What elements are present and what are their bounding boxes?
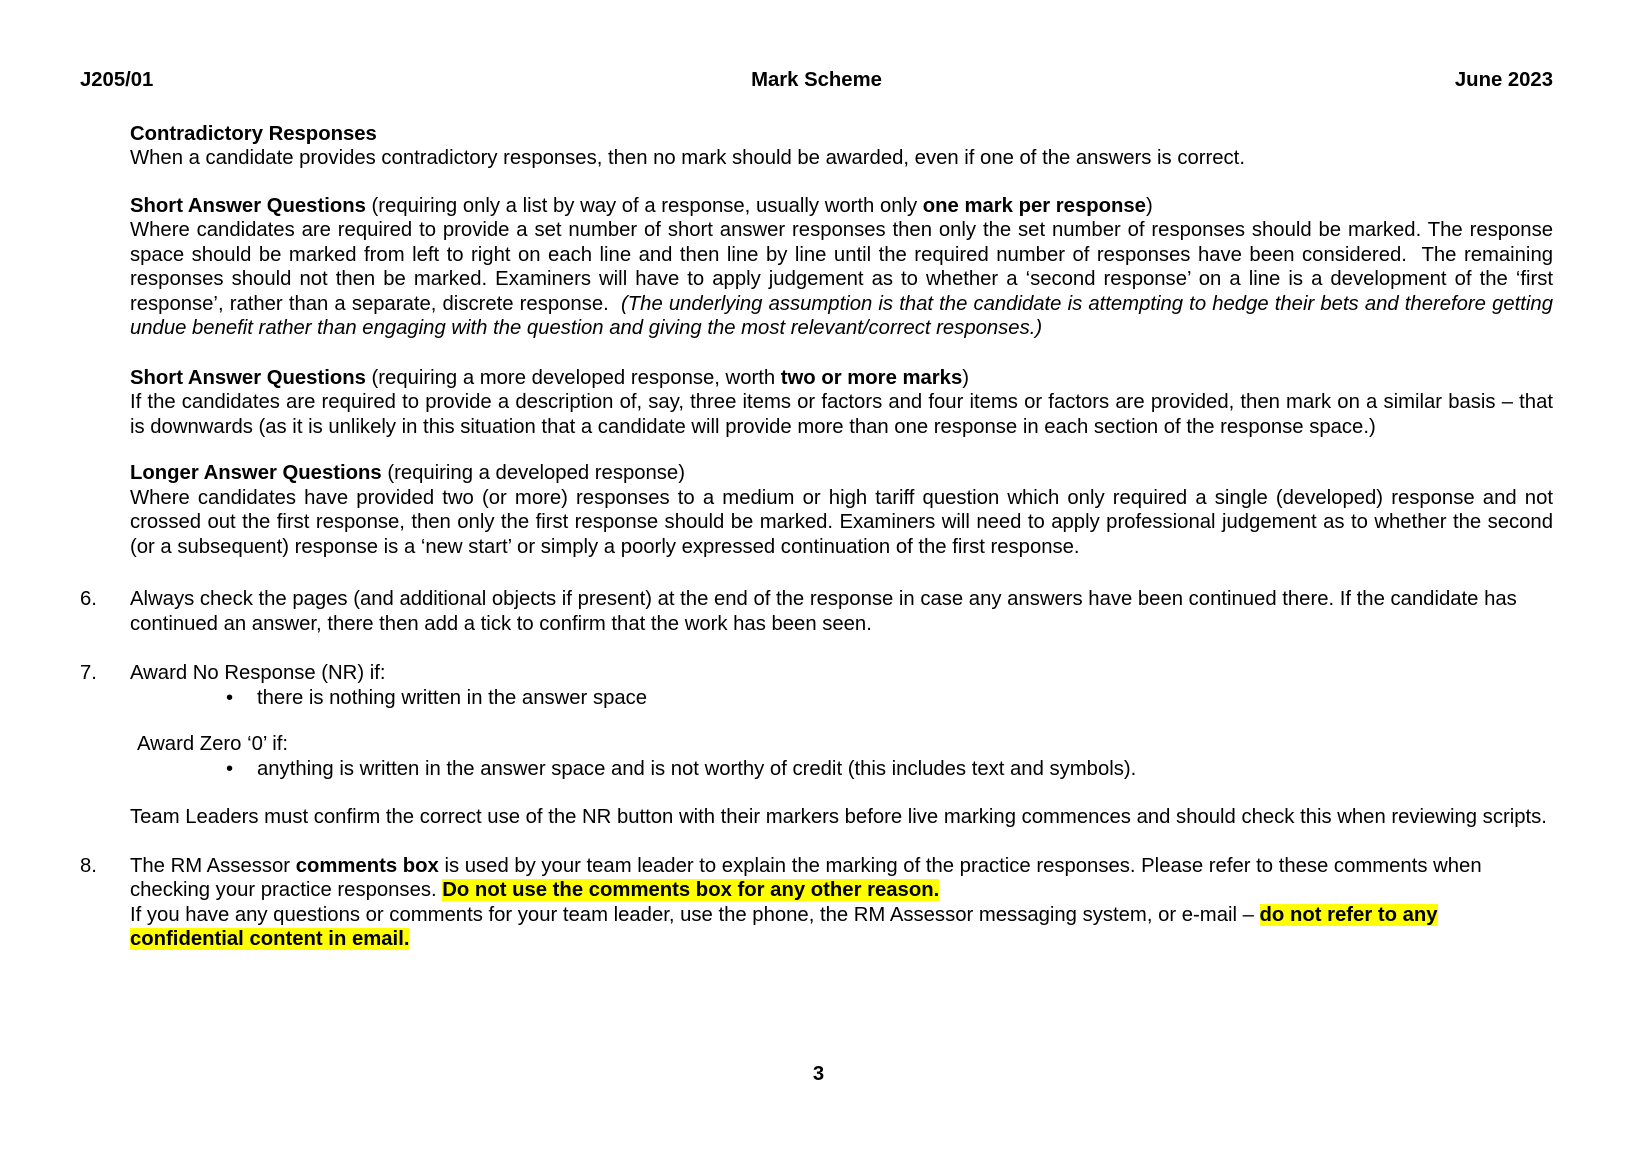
exam-session: June 2023 — [1454, 69, 1553, 91]
page-header — [80, 68, 1553, 93]
section-paragraph: Where candidates have provided two (or more) responses to a medium or high tariff question which only required a single (developed) response and not crossed out the first response, then only the first response should be marked. Examiners will need to apply professional judgement as to whether the second (or a subsequent) response is a ‘new start’ or simply a poorly expressed continuation of the first response. — [130, 486, 1553, 558]
item-number: 6. — [80, 588, 97, 610]
bullet-icon: • — [226, 757, 234, 780]
section-paragraph: When a candidate provides contradictory responses, then no mark should be awarded, even if one of the answers is correct. — [130, 147, 1245, 169]
bullet-item — [130, 686, 1553, 711]
bullet-text: anything is written in the answer space and is not worthy of credit (this includes text and symbols). — [257, 757, 1137, 780]
section-heading: Short Answer Questions (requiring only a list by way of a response, usually worth only one mark per response) — [130, 194, 1153, 217]
item-text: Award No Response (NR) if: — [130, 662, 386, 684]
document-title: Mark Scheme — [751, 69, 882, 91]
item-8 — [80, 854, 1553, 952]
item-text: If you have any questions or comments for your team leader, use the phone, the RM Assessor messaging system, or e-mail – do not refer to any confidential content in email. — [130, 903, 1438, 950]
section-heading: Longer Answer Questions (requiring a developed response) — [130, 462, 685, 484]
section-short-answer-developed — [130, 366, 1553, 440]
paper-code: J205/01 — [80, 69, 154, 91]
section-short-answer-list — [130, 194, 1553, 341]
section-longer-answer — [130, 461, 1553, 559]
bullet-text: there is nothing written in the answer space — [257, 686, 648, 709]
page-number: 3 — [812, 1063, 825, 1085]
item-text: The RM Assessor comments box is used by your team leader to explain the marking of the practice responses. Please refer to these comments when checking your practice responses. Do not use the comments box for any other reason. — [130, 854, 1482, 901]
award-zero-intro: Award Zero ‘0’ if: — [137, 733, 289, 755]
bullet-item — [130, 757, 1553, 782]
document-body — [80, 122, 1553, 952]
section-contradictory-responses — [130, 122, 1553, 171]
item-text: Always check the pages (and additional objects if present) at the end of the response in case any answers have been continued there. If the candidate has continued an answer, there then add a tick to confirm that the work has been seen. — [130, 588, 1517, 635]
award-zero-block — [130, 732, 1553, 781]
section-paragraph: Team Leaders must confirm the correct use of the NR button with their markers before live marking commences and should check this when reviewing scripts. — [130, 806, 1547, 828]
section-heading: Short Answer Questions (requiring a more developed response, worth two or more marks) — [130, 366, 970, 389]
bullet-icon: • — [226, 686, 234, 709]
item-number: 7. — [80, 662, 97, 684]
item-number: 8. — [80, 854, 97, 877]
section-paragraph: If the candidates are required to provide a description of, say, three items or factors and four items or factors are provided, then mark on a similar basis – that is downwards (as it is unlikely in this situation that a candidate will provide more than one response in each section of the response space.) — [130, 391, 1553, 438]
item-7 — [80, 661, 1553, 710]
section-paragraph: Where candidates are required to provide a set number of short answer responses then only the set number of responses should be marked. The response space should be marked from left to right on each line and then line by line until the required number of responses have been considered. The remaining responses should not then be marked. Examiners will have to apply judgement as to whether a ‘second response’ on a line is a development of the ‘first response’, rather than a separate, discrete response. (The underlying assumption is that the candidate is attempting to hedge their bets and therefore getting undue benefit rather than engaging with the question and giving the most relevant/correct responses.) — [130, 219, 1553, 339]
item-6 — [80, 587, 1553, 636]
section-heading: Contradictory Responses — [130, 122, 377, 145]
team-leaders-paragraph — [130, 805, 1553, 830]
